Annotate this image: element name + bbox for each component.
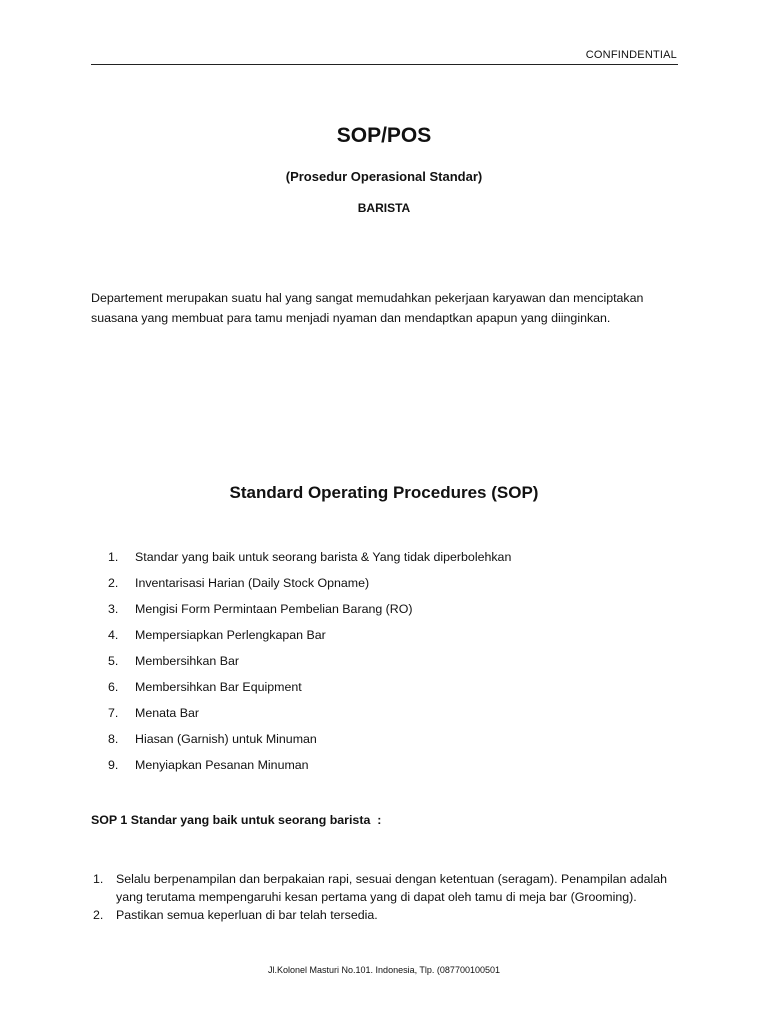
toc-item-number: 7. [108, 706, 119, 720]
sop1-item-line: Pastikan semua keperluan di bar telah tersedia. [116, 908, 378, 922]
toc-item-text: Membersihkan Bar Equipment [135, 680, 302, 694]
toc-item-text: Mempersiapkan Perlengkapan Bar [135, 628, 326, 642]
sop-section-heading: Standard Operating Procedures (SOP) [229, 483, 539, 502]
sop1-item-line: yang terutama mempengaruhi kesan pertama yang di dapat oleh tamu di meja bar (Grooming). [116, 890, 637, 904]
sop1-list [91, 870, 691, 924]
toc-item-number: 2. [108, 576, 119, 590]
document-title: SOP/POS [336, 124, 432, 147]
header-divider [91, 64, 678, 65]
toc-item-number: 9. [108, 758, 119, 772]
intro-line: suasana yang membuat para tamu menjadi nyaman dan mendaptkan apapun yang diinginkan. [91, 311, 611, 325]
toc-item-number: 4. [108, 628, 119, 642]
toc-item-number: 1. [108, 550, 119, 564]
sop1-heading: SOP 1 Standar yang baik untuk seorang barista : [91, 813, 382, 827]
sop1-item-line: Selalu berpenampilan dan berpakaian rapi, sesuai dengan ketentuan (seragam). Penampilan adalah [116, 872, 668, 886]
document-subtitle: (Prosedur Operasional Standar) [285, 169, 483, 184]
toc-item [108, 548, 511, 574]
sop1-item [91, 870, 691, 906]
toc-item-text: Membersihkan Bar [135, 654, 239, 668]
confidential-label: CONFINDENTIAL [585, 49, 677, 61]
intro-paragraph [91, 288, 681, 328]
toc-item-text: Standar yang baik untuk seorang barista & Yang tidak diperbolehkan [135, 550, 512, 564]
toc-item-text: Inventarisasi Harian (Daily Stock Opname) [135, 576, 370, 590]
toc-item [108, 626, 511, 652]
footer-address: Jl.Kolonel Masturi No.101. Indonesia, Tlp. (087700100501 [268, 965, 500, 975]
toc-item-text: Mengisi Form Permintaan Pembelian Barang (RO) [135, 602, 413, 616]
role-heading: BARISTA [357, 201, 411, 215]
sop1-item-number: 1. [93, 872, 104, 886]
toc-item [108, 600, 511, 626]
intro-line: Departement merupakan suatu hal yang sangat memudahkan pekerjaan karyawan dan menciptakan [91, 291, 644, 305]
toc-item [108, 574, 511, 600]
toc-item-number: 3. [108, 602, 119, 616]
toc-item-number: 6. [108, 680, 119, 694]
toc-item-number: 8. [108, 732, 119, 746]
toc-item [108, 652, 511, 678]
sop1-item-number: 2. [93, 908, 104, 922]
toc-item [108, 756, 511, 782]
toc-item-text: Hiasan (Garnish) untuk Minuman [135, 732, 317, 746]
toc-item [108, 730, 511, 756]
toc-item-number: 5. [108, 654, 119, 668]
sop-table-of-contents [108, 548, 511, 782]
sop1-item [91, 906, 691, 924]
toc-item-text: Menyiapkan Pesanan Minuman [135, 758, 309, 772]
toc-item-text: Menata Bar [135, 706, 200, 720]
toc-item [108, 678, 511, 704]
toc-item [108, 704, 511, 730]
